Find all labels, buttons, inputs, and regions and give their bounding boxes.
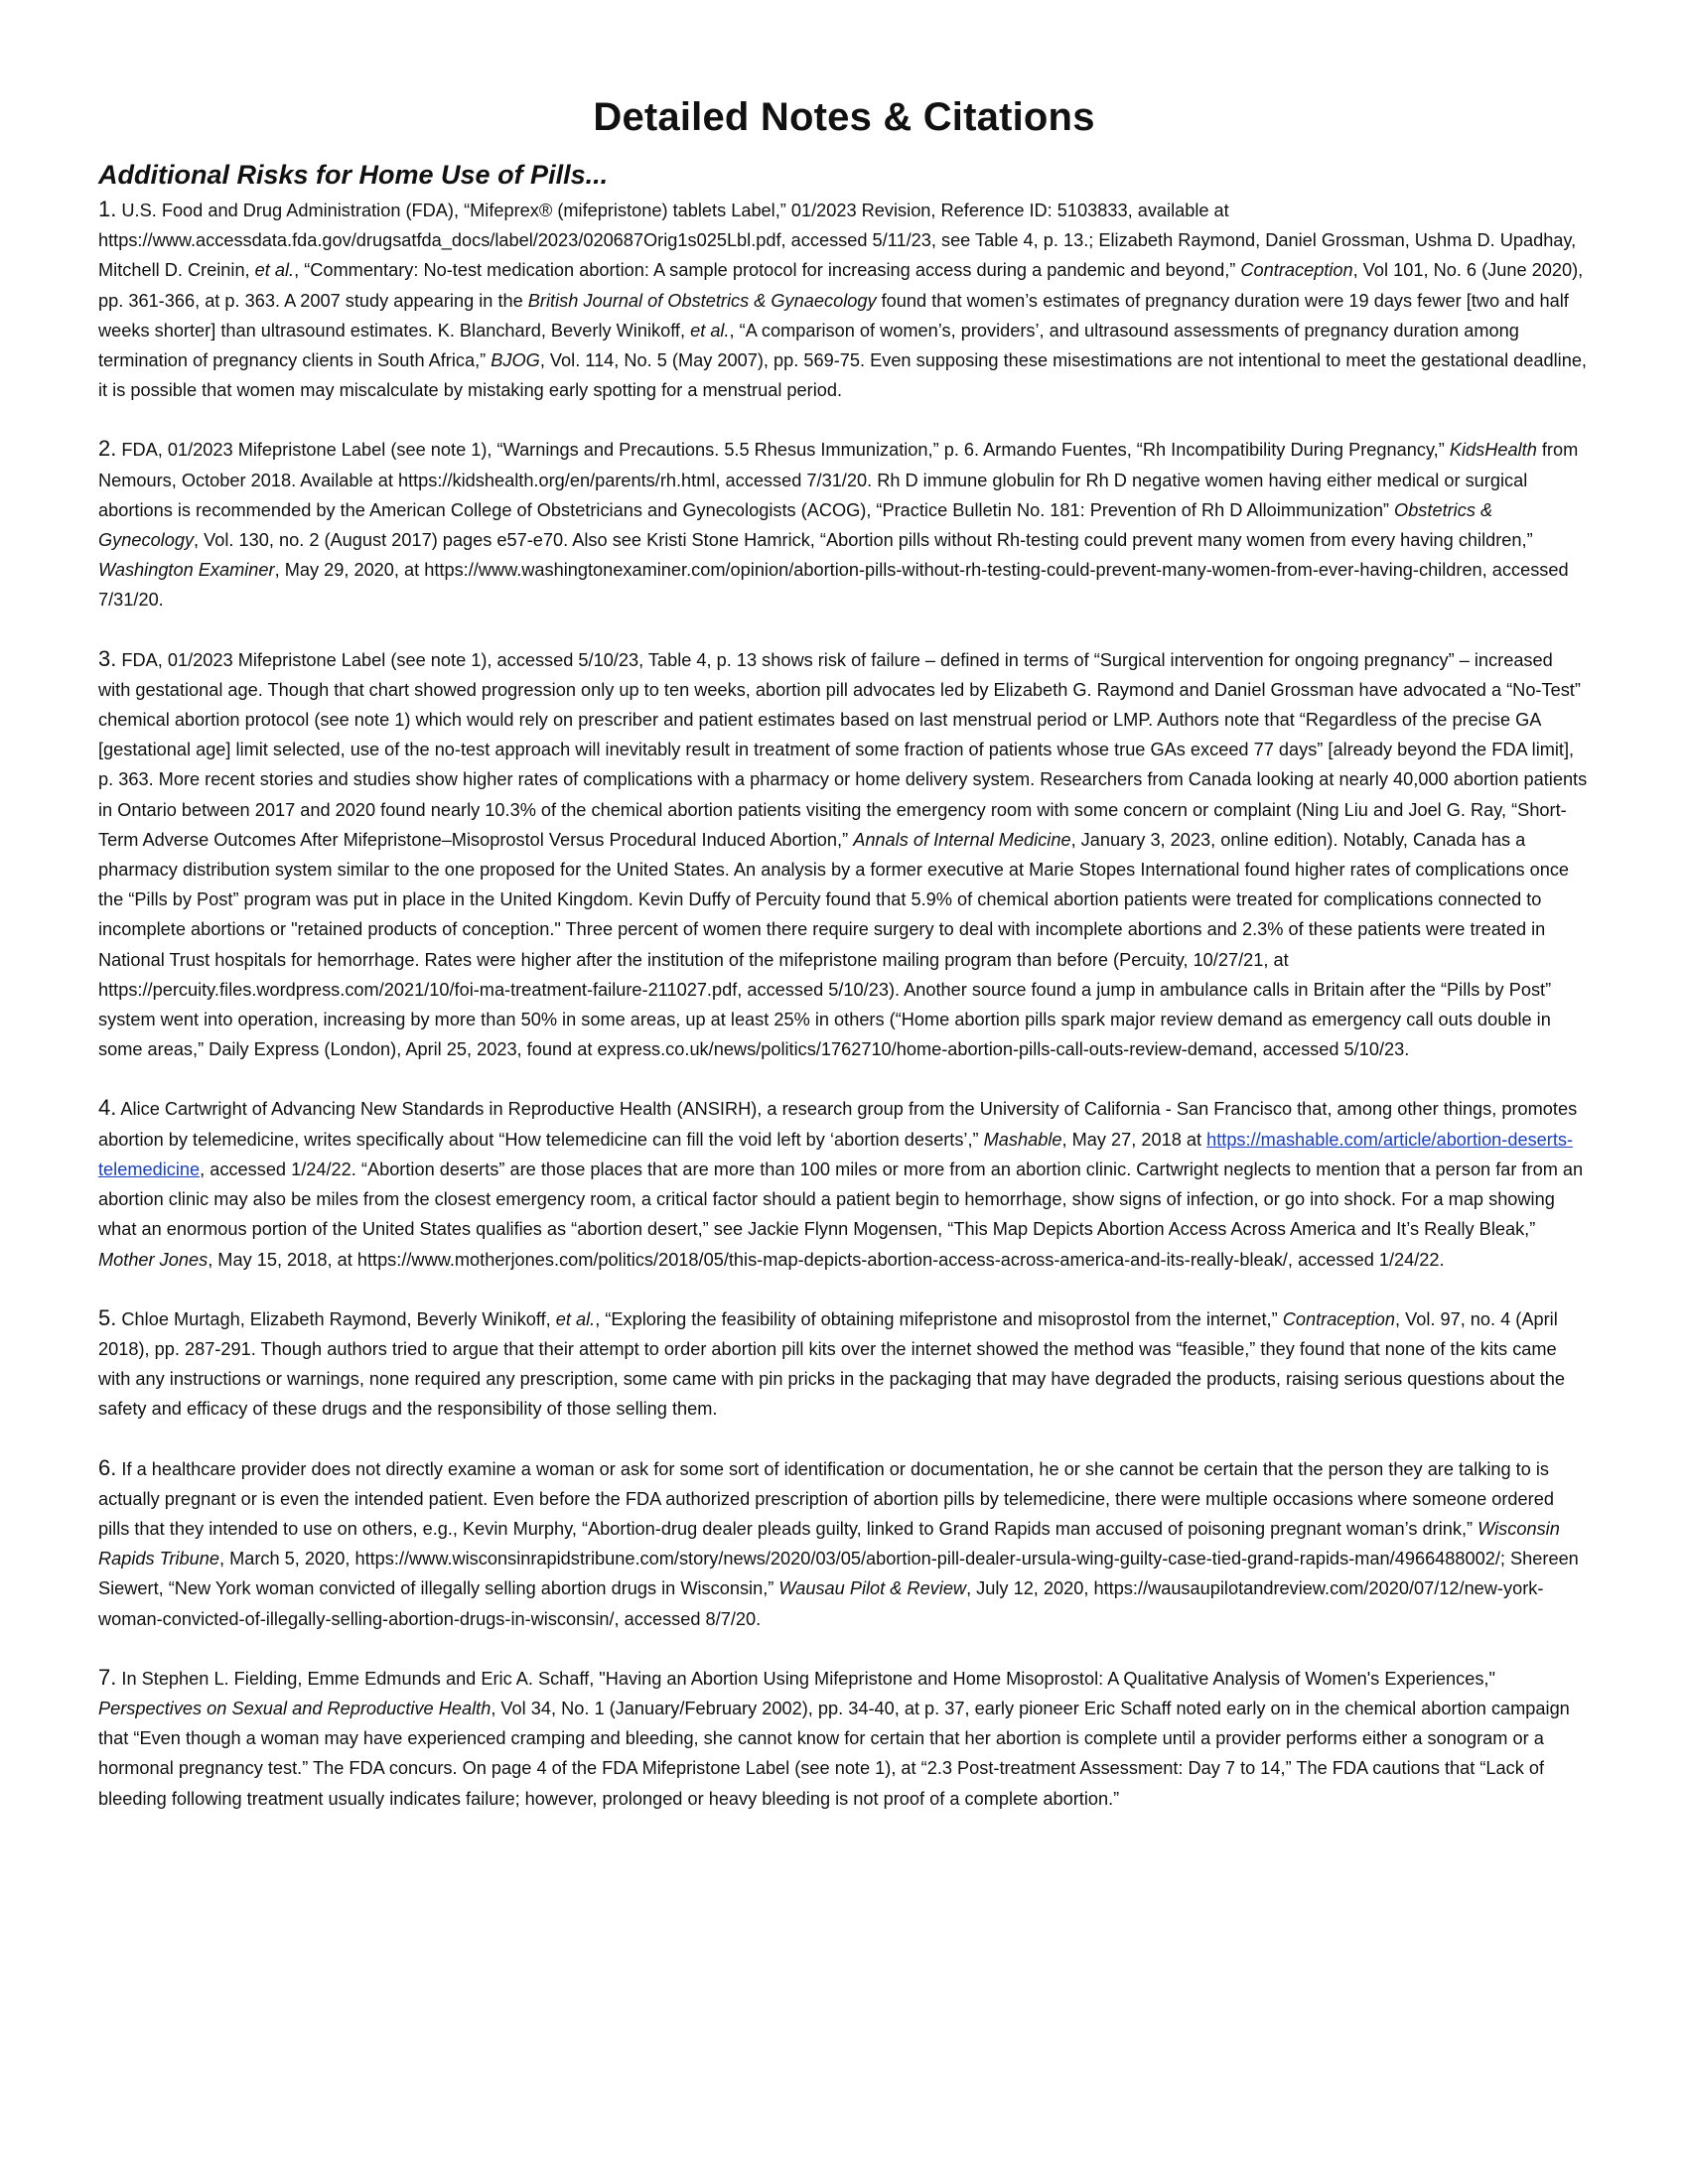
- note-text: If a healthcare provider does not directly examine a woman or ask for some sort of identification or documentation, he or she cannot be certain that the person they are talking to is actually pregnant or is even the intended patient. Even before the FDA authorized prescription of abortion pills by telemedicine, there were multiple occasions where someone ordered pills that they intended to use on others, e.g., Kevin Murphy, “Abortion-drug dealer pleads guilty, linked to Grand Rapids man accused of poisoning pregnant woman’s drink,”: [98, 1458, 1554, 1539]
- citation-italic-text: British Journal of Obstetrics & Gynaecology: [527, 290, 877, 311]
- note-3: [98, 644, 1590, 1065]
- note-text: , January 3, 2023, online edition). Notably, Canada has a pharmacy distribution system similar to the one proposed for the United States. An analysis by a former executive at Marie Stopes International found higher rates of complications once the “Pills by Post” program was put in place in the United Kingdom. Kevin Duffy of Percuity found that 5.9% of chemical abortion patients were treated for complications connected to incomplete abortions or "retained products of conception." Three percent of women there require surgery to deal with incomplete abortions and 2.3% of these patients were treated in National Trust hospitals for hemorrhage. Rates were higher after the institution of the mifepristone mailing program than before (Percuity, 10/27/21, at https://percuity.files.wordpress.com/2021/10/foi-ma-treatment-failure-211027.pdf, accessed 5/10/23). Another source found a jump in ambulance calls in Britain after the “Pills by Post” system went into operation, increasing by more than 50% in some areas, up at least 25% in others (“Home abortion pills spark major review demand as emergency call outs double in some areas,” Daily Express (London), April 25, 2023, found at express.co.uk/news/politics/1762710/home-abortion-pills-call-outs-review-demand, accessed 5/10/23.: [98, 829, 1570, 1060]
- note-text: , March 5, 2020, https://www.wisconsinrapidstribune.com/story/news/2020/03/05/abortion-pill-dealer-ursula-wing-guilty-case-tied-grand-rapids-man/4966488002/; Shereen Siewert, “New York woman convicted of illegally selling abortion drugs in Wisconsin,”: [98, 1549, 1579, 1599]
- citation-italic-text: Wausau Pilot & Review: [778, 1578, 967, 1599]
- note-number: 4.: [98, 1095, 117, 1121]
- note-2: [98, 434, 1590, 614]
- citation-italic-text: Annals of Internal Medicine: [853, 829, 1071, 850]
- citation-italic-text: Mashable: [983, 1129, 1062, 1150]
- note-text: FDA, 01/2023 Mifepristone Label (see note 1), “Warnings and Precautions. 5.5 Rhesus Immunization,” p. 6. Armando Fuentes, “Rh Incompatibility During Pregnancy,”: [116, 440, 1450, 461]
- note-text: found that women’s estimates of pregnancy duration were 19 days fewer [two and half weeks shorter] than ultrasound estimates. K. Blanchard, Beverly Winikoff,: [98, 290, 1569, 341]
- note-number: 7.: [98, 1664, 117, 1690]
- citation-italic-text: Wisconsin Rapids Tribune: [98, 1518, 1560, 1570]
- citation-italic-text: Mother Jones: [98, 1249, 209, 1270]
- citation-italic-text: Washington Examiner: [98, 560, 275, 581]
- note-number: 1.: [98, 197, 117, 221]
- citation-link[interactable]: https://mashable.com/article/abortion-deserts-telemedicine: [98, 1129, 1574, 1179]
- note-5: [98, 1303, 1590, 1425]
- section-heading: Additional Risks for Home Use of Pills...: [98, 160, 609, 190]
- citation-italic-text: et al.: [555, 1308, 596, 1329]
- note-text: FDA, 01/2023 Mifepristone Label (see note 1), accessed 5/10/23, Table 4, p. 13 shows risk of failure – defined in terms of “Surgical intervention for ongoing pregnancy” – increased with gestational age. Though that chart showed progression only up to ten weeks, abortion pill advocates led by Elizabeth G. Raymond and Daniel Grossman have advocated a “No-Test” chemical abortion protocol (see note 1) which would rely on prescriber and patient estimates based on last menstrual period or LMP. Authors note that “Regardless of the precise GA [gestational age] limit selected, use of the no-test approach will inevitably result in treatment of some fraction of patients whose true GAs exceed 77 days” [already beyond the FDA limit], p. 363. More recent stories and studies show higher rates of complications with a pharmacy or home delivery system. Researchers from Canada looking at nearly 40,000 abortion patients in Ontario between 2017 and 2020 found nearly 10.3% of the chemical abortion patients visiting the emergency room with some concern or complaint (Ning Liu and Joel G. Ray, “Short-Term Adverse Outcomes After Mifepristone–Misoprostol Versus Procedural Induced Abortion,”: [98, 649, 1588, 850]
- note-number: 6.: [98, 1454, 117, 1480]
- note-text: , Vol 34, No. 1 (January/February 2002), pp. 34-40, at p. 37, early pioneer Eric Schaff noted early on in the chemical abortion campaign that “Even though a woman may have experienced cramping and bleeding, she cannot know for certain that her abortion is complete until a provider performs either a sonogram or a hormonal pregnancy test.” The FDA concurs. On page 4 of the FDA Mifepristone Label (see note 1), at “2.3 Post-treatment Assessment: Day 7 to 14,” The FDA cautions that “Lack of bleeding following treatment usually indicates failure; however, prolonged or heavy bleeding is not proof of a complete abortion.”: [98, 1698, 1570, 1809]
- citation-italic-text: Perspectives on Sexual and Reproductive Health: [98, 1698, 492, 1718]
- note-6: [98, 1453, 1590, 1634]
- citation-italic-text: Contraception: [1282, 1308, 1395, 1329]
- page: [98, 95, 1590, 1843]
- note-text: U.S. Food and Drug Administration (FDA), “Mifeprex® (mifepristone) tablets Label,” 01/2023 Revision, Reference ID: 5103833, available at https://www.accessdata.fda.gov/drugsatfda_docs/label/2023/020687Orig1s025Lbl.pdf, accessed 5/11/23, see Table 4, p. 13.; Elizabeth Raymond, Daniel Grossman, Ushma D. Upadhay, Mitchell D. Creinin,: [98, 201, 1577, 281]
- note-1: [98, 195, 1590, 405]
- note-4: [98, 1093, 1590, 1274]
- note-text: , July 12, 2020, https://wausaupilotandreview.com/2020/07/12/new-york-woman-convicted-of-illegally-selling-abortion-drugs-in-wisconsin/, accessed 8/7/20.: [98, 1578, 1544, 1629]
- note-text: from Nemours, October 2018. Available at https://kidshealth.org/en/parents/rh.html, accessed 7/31/20. Rh D immune globulin for Rh D negative women having either medical or surgical abortions is recommended by the American College of Obstetricians and Gynecologists (ACOG), “Practice Bulletin No. 181: Prevention of Rh D Alloimmunization”: [98, 440, 1579, 520]
- note-text: Alice Cartwright of Advancing New Standards in Reproductive Health (ANSIRH), a research group from the University of California - San Francisco that, among other things, promotes abortion by telemedicine, writes specifically about “How telemedicine can fill the void left by ‘abortion deserts’,”: [98, 1099, 1578, 1150]
- citation-italic-text: et al.: [254, 260, 295, 281]
- note-number: 2.: [98, 436, 117, 462]
- note-text: , Vol 101, No. 6 (June 2020), pp. 361-366, at p. 363. A 2007 study appearing in the: [98, 260, 1584, 311]
- note-text: , May 29, 2020, at https://www.washingtonexaminer.com/opinion/abortion-pills-without-rh-testing-could-prevent-many-women-from-ever-having-children, accessed 7/31/20.: [98, 560, 1569, 611]
- note-text: In Stephen L. Fielding, Emme Edmunds and Eric A. Schaff, "Having an Abortion Using Mifepristone and Home Misoprostol: A Qualitative Analysis of Women's Experiences,": [116, 1668, 1495, 1689]
- note-text: , “Commentary: No-test medication abortion: A sample protocol for increasing access during a pandemic and beyond,”: [294, 260, 1241, 281]
- citation-italic-text: Contraception: [1240, 260, 1353, 281]
- citation-italic-text: BJOG: [491, 350, 540, 371]
- note-text: Chloe Murtagh, Elizabeth Raymond, Beverly Winikoff,: [116, 1308, 556, 1329]
- note-text: , accessed 1/24/22. “Abortion deserts” are those places that are more than 100 miles or more from an abortion clinic. Cartwright neglects to mention that a person far from an abortion clinic may also be miles from the closest emergency room, a critical factor should a patient begin to hemorrhage, show signs of infection, or go into shock. For a map showing what an enormous portion of the United States qualifies as “abortion desert,” see Jackie Flynn Mogensen, “This Map Depicts Abortion Access Across America and It’s Really Bleak,”: [98, 1159, 1584, 1240]
- note-number: 3.: [98, 645, 117, 671]
- document-title: Detailed Notes & Citations: [593, 95, 1095, 139]
- note-text: , Vol. 114, No. 5 (May 2007), pp. 569-75. Even supposing these misestimations are not intentional to meet the gestational deadline, it is possible that women may miscalculate by mistaking early spotting for a menstrual period.: [98, 350, 1587, 401]
- note-text: , May 27, 2018 at: [1061, 1129, 1207, 1150]
- note-number: 5.: [98, 1304, 117, 1330]
- note-text: , Vol. 130, no. 2 (August 2017) pages e57-e70. Also see Kristi Stone Hamrick, “Abortion pills without Rh-testing could prevent many women from every having children,”: [194, 530, 1533, 551]
- note-text: , “A comparison of women’s, providers’, and ultrasound assessments of pregnancy duration among termination of pregnancy clients in South Africa,”: [98, 320, 1519, 371]
- citation-italic-text: et al.: [690, 320, 730, 341]
- note-text: , “Exploring the feasibility of obtaining mifepristone and misoprostol from the internet,”: [595, 1308, 1283, 1329]
- citation-italic-text: KidsHealth: [1449, 440, 1537, 461]
- note-7: [98, 1663, 1590, 1814]
- notes-list: [98, 195, 1590, 1814]
- citation-italic-text: Obstetrics & Gynecology: [98, 499, 1493, 551]
- note-text: , May 15, 2018, at https://www.motherjones.com/politics/2018/05/this-map-depicts-abortion-access-across-america-and-its-really-bleak/, accessed 1/24/22.: [208, 1249, 1445, 1270]
- note-text: , Vol. 97, no. 4 (April 2018), pp. 287-291. Though authors tried to argue that their attempt to order abortion pill kits over the internet showed the method was “feasible,” they found that none of the kits came with any instructions or warnings, none required any prescription, some came with pin pricks in the packaging that may have degraded the products, raising serious questions about the safety and efficacy of these drugs and the responsibility of those selling them.: [98, 1308, 1566, 1420]
